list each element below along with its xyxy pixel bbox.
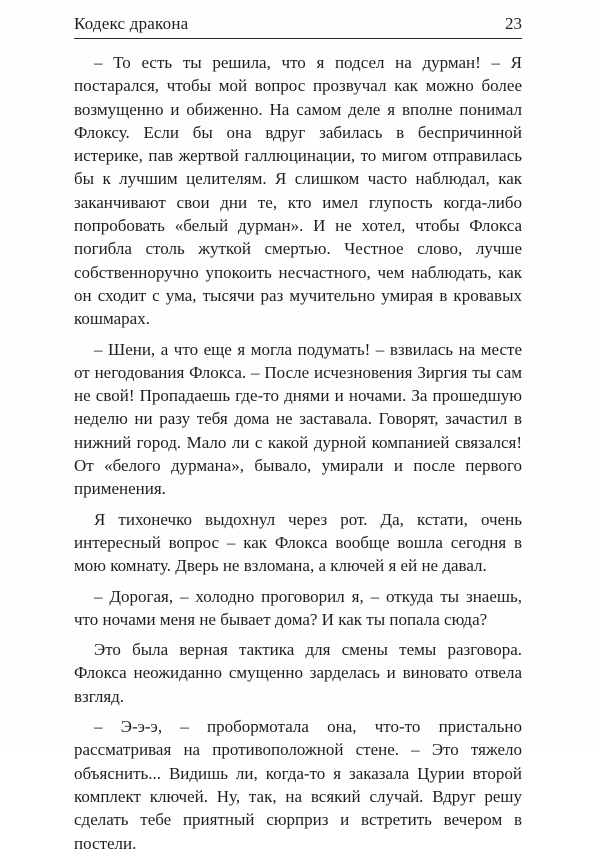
paragraph: – Дорогая, – холодно проговорил я, – откуда ты знаешь, что ночами меня не бывает дома? И как ты попала сюда? [74,586,522,629]
page-number: 23 [505,14,522,33]
body-text [74,51,522,862]
running-title: Кодекс дракона [74,14,189,33]
paragraph: Я тихонечко выдохнул через рот. Да, кстати, очень интересный вопрос – как Флокса вообще вошла сегодня в мою комнату. Дверь не взломана, а ключей я ей не давал. [74,509,522,576]
paragraph: Это была верная тактика для смены темы разговора. Флокса неожиданно смущенно зарделась и виновато отвела взгляд. [74,640,522,706]
paragraph: – То есть ты решила, что я подсел на дурман! – Я постарался, чтобы мой вопрос прозвучал как можно более возмущенно и обиженно. На самом деле я вполне понимал Флоксу. Если бы она вдруг забилась в беспричинной истерике, пав жертвой галлюцинации, то мигом отправилась бы к лучшим целителям. Я слишком часто наблюдал, как заканчивают свои дни те, кто имел глупость когда-либо попробовать «белый дурман». И не хотел, чтобы Флокса погибла столь жуткой смертью. Честное слово, лучше собственноручно упокоить несчастного, чем наблюдать, как он сходит с ума, тысячи раз мучительно умирая в кровавых кошмарах. [74,53,522,329]
header-rule [74,38,522,39]
paragraph: – Э-э-э, – пробормотала она, что-то пристально рассматривая на противоположной стене. – Это тяжело объяснить... Видишь ли, когда-то я заказала Цурии второй комплект ключей. Ну, так, на всякий случай. Вдруг решу сделать тебе приятный сюрприз и встретить вечером в постели. [74,717,522,853]
page-header [74,10,522,36]
paragraph: – Шени, а что еще я могла подумать! – взвилась на месте от негодования Флокса. – После исчезновения Зиргия ты сам не свой! Пропадаешь где-то днями и ночами. За прошедшую неделю ни разу тебя дома не заставала. Говорят, зачастил в нижний город. Мало ли с какой дурной компанией связался! От «белого дурмана», бывало, умирали и после первого применения. [74,339,522,499]
